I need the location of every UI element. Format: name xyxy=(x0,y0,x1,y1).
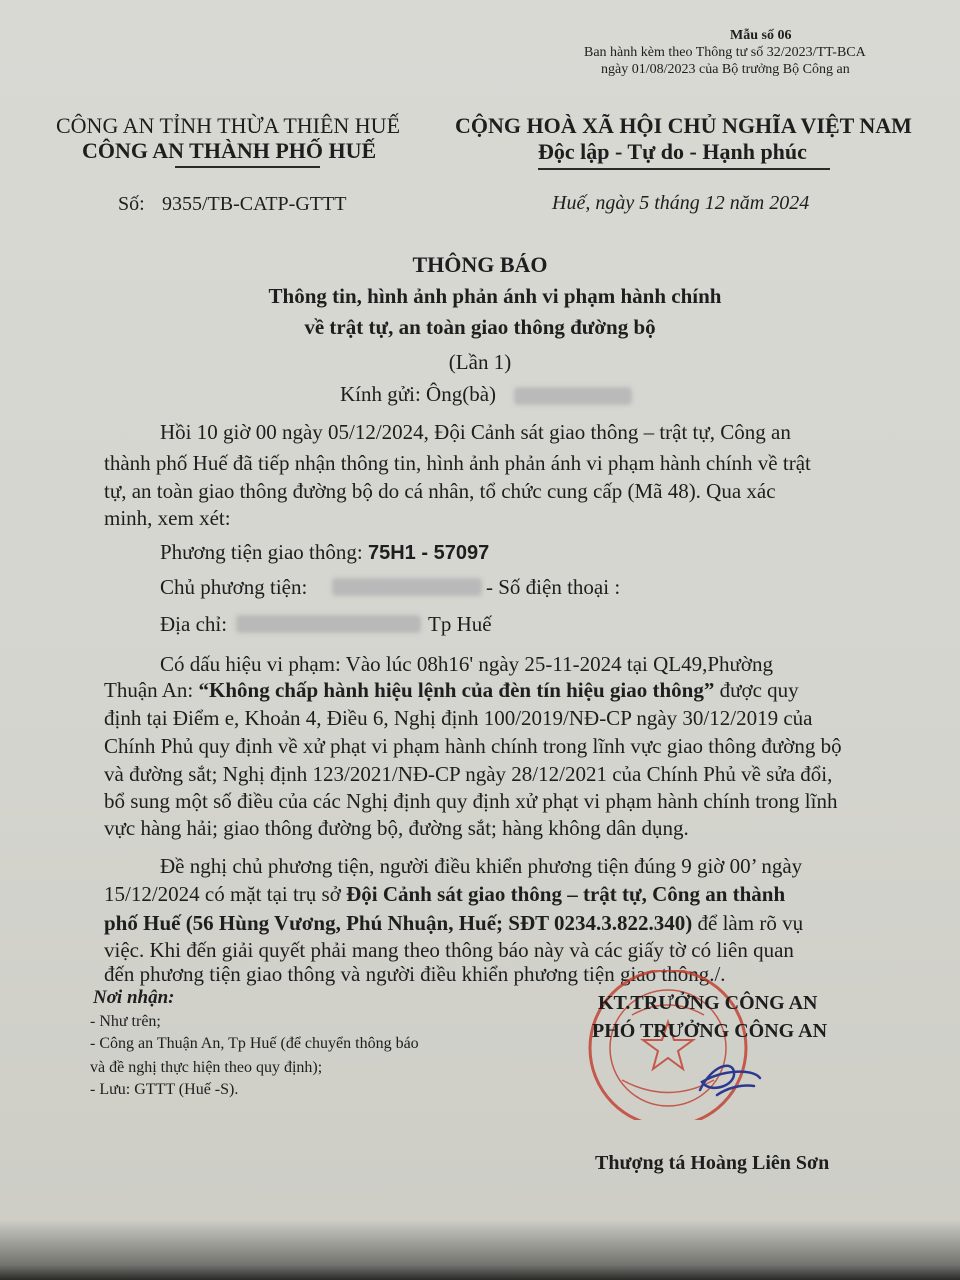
issuing-unit: CÔNG AN THÀNH PHỐ HUẾ xyxy=(82,138,377,163)
violation-line-4: Chính Phủ quy định về xử phạt vi phạm hành chính trong lĩnh vực giao thông đường bộ xyxy=(104,734,842,758)
vehicle-label: Phương tiện giao thông: xyxy=(160,540,368,564)
vehicle-line xyxy=(160,540,489,565)
request-line-5: đến phương tiện giao thông và người điều khiển phương tiện giao thông./. xyxy=(104,962,726,986)
redacted-recipient-name xyxy=(514,387,632,405)
edition-number: (Lần 1) xyxy=(448,350,512,374)
intro-line-4: minh, xem xét: xyxy=(104,506,231,530)
signer-name: Thượng tá Hoàng Liên Sơn xyxy=(595,1152,830,1174)
receiver-item-2-continued: và đề nghị thực hiện theo quy định); xyxy=(90,1059,323,1076)
violation-line-1: Có dấu hiệu vi phạm: Vào lúc 08h16' ngày 25-11-2024 tại QL49,Phường xyxy=(160,652,774,676)
request-line-3-suffix: để làm rõ vụ xyxy=(692,911,804,935)
document-subtitle-1: Thông tin, hình ảnh phản ánh vi phạm hành chính xyxy=(268,284,722,308)
intro-line-2: thành phố Huế đã tiếp nhận thông tin, hình ảnh phản ánh vi phạm hành chính về trật xyxy=(104,451,811,475)
owner-label: Chủ phương tiện: xyxy=(160,575,308,599)
request-office-address: phố Huế (56 Hùng Vương, Phú Nhuận, Huế; SĐT 0234.3.822.340) xyxy=(104,911,693,935)
request-line-4: việc. Khi đến giải quyết phải mang theo thông báo này và các giấy tờ có liên quan xyxy=(104,938,794,962)
signature-title-2: PHÓ TRƯỞNG CÔNG AN xyxy=(592,1020,828,1042)
request-line-1: Đề nghị chủ phương tiện, người điều khiển phương tiện đúng 9 giờ 00’ ngày xyxy=(160,854,803,878)
form-note-line-2: ngày 01/08/2023 của Bộ trưởng Bộ Công an xyxy=(601,62,850,77)
violation-line-3: định tại Điểm e, Khoản 4, Điều 6, Nghị định 100/2019/NĐ-CP ngày 30/12/2019 của xyxy=(104,706,813,730)
request-line-2 xyxy=(104,882,785,907)
request-line-3 xyxy=(104,911,803,936)
form-code: Mẫu số 06 xyxy=(730,28,792,43)
redacted-owner-name xyxy=(332,578,482,596)
violation-location: Thuận An: xyxy=(104,678,199,702)
document-subtitle-2: về trật tự, an toàn giao thông đường bộ xyxy=(304,315,656,339)
receivers-title: Nơi nhận: xyxy=(93,987,175,1008)
document-title: THÔNG BÁO xyxy=(412,252,548,277)
request-office: Đội Cảnh sát giao thông – trật tự, Công an thành xyxy=(346,882,786,906)
national-title: CỘNG HOÀ XÃ HỘI CHỦ NGHĨA VIỆT NAM xyxy=(455,113,912,138)
recipient-label: Kính gửi: Ông(bà) xyxy=(340,382,497,406)
address-city: Tp Huế xyxy=(428,612,492,636)
receiver-item-1: - Như trên; xyxy=(90,1013,161,1030)
parent-organization: CÔNG AN TỈNH THỪA THIÊN HUẾ xyxy=(56,113,401,138)
violation-line-6: bổ sung một số điều của các Nghị định quy định xử phạt vi phạm hành chính trong lĩnh xyxy=(104,789,838,813)
violation-line-2 xyxy=(104,678,799,703)
document-number: 9355/TB-CATP-GTTT xyxy=(162,193,347,215)
national-motto: Độc lập - Tự do - Hạnh phúc xyxy=(538,139,807,164)
violation-description: “Không chấp hành hiệu lệnh của đèn tín hiệu giao thông” xyxy=(198,678,715,702)
intro-line-1: Hồi 10 giờ 00 ngày 05/12/2024, Đội Cảnh sát giao thông – trật tự, Công an xyxy=(160,420,791,444)
document-number-label: Số: xyxy=(118,193,145,215)
violation-line-7: vực hàng hải; giao thông đường bộ, đường sắt; hàng không dân dụng. xyxy=(104,816,689,840)
vehicle-plate: 75H1 - 57097 xyxy=(367,542,490,564)
motto-underline xyxy=(538,168,830,170)
receiver-item-2: - Công an Thuận An, Tp Huế (để chuyển thông báo xyxy=(90,1035,419,1052)
receiver-item-3: - Lưu: GTTT (Huế -S). xyxy=(90,1081,239,1098)
unit-underline xyxy=(175,166,320,168)
intro-line-3: tự, an toàn giao thông đường bộ do cá nhân, tổ chức cung cấp (Mã 48). Qua xác xyxy=(104,479,776,503)
violation-line-2-suffix: được quy xyxy=(714,678,799,702)
page-shadow xyxy=(0,1220,960,1280)
redacted-address xyxy=(236,615,421,633)
violation-line-5: và đường sắt; Nghị định 123/2021/NĐ-CP ngày 28/12/2021 của Chính Phủ về sửa đổi, xyxy=(104,762,833,786)
place-date: Huế, ngày 5 tháng 12 năm 2024 xyxy=(552,192,810,214)
address-label: Địa chỉ: xyxy=(160,612,228,636)
signature-title-1: KT.TRƯỞNG CÔNG AN xyxy=(598,992,818,1014)
owner-phone-label: - Số điện thoại : xyxy=(486,575,621,599)
form-note-line-1: Ban hành kèm theo Thông tư số 32/2023/TT-BCA xyxy=(584,45,866,60)
request-date: 15/12/2024 có mặt tại trụ sở xyxy=(104,882,347,906)
